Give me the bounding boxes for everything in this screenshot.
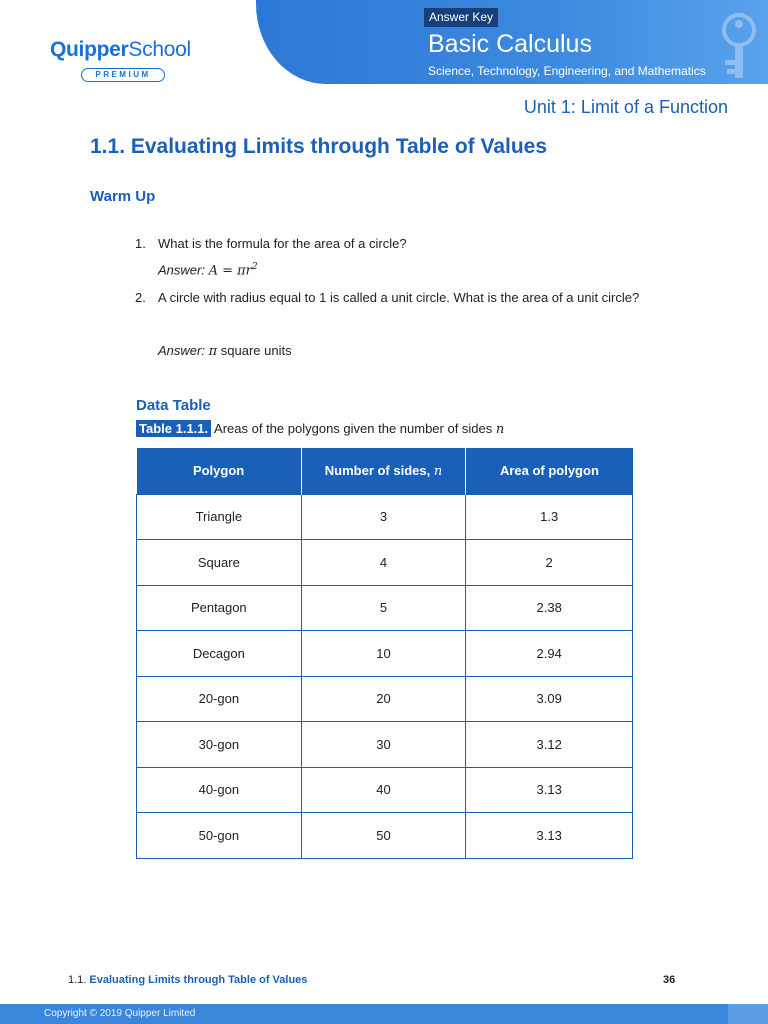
cell-sides: 40 <box>301 767 466 813</box>
answer-1 <box>158 262 258 278</box>
course-title: Basic Calculus <box>428 30 592 58</box>
cell-polygon: Square <box>137 540 302 586</box>
logo-wordmark <box>50 38 200 62</box>
caption-variable: n <box>495 422 505 437</box>
cell-area: 2.38 <box>466 585 633 631</box>
quipper-school-logo <box>50 38 200 82</box>
footer-accent <box>728 1004 768 1024</box>
logo-brand: Quipper <box>50 38 129 61</box>
polygon-area-table <box>136 448 633 859</box>
footer-section-number: 1.1. <box>68 974 87 986</box>
footer-section-title <box>68 974 307 986</box>
table-row <box>137 631 633 677</box>
cell-polygon: 20-gon <box>137 676 302 722</box>
answer-key-tag: Answer Key <box>424 8 498 27</box>
answer-suffix: square units <box>220 343 292 358</box>
footer-bar <box>0 1004 768 1024</box>
cell-polygon: 30-gon <box>137 722 302 768</box>
cell-area: 3.12 <box>466 722 633 768</box>
table-row <box>137 767 633 813</box>
copyright-text: Copyright © 2019 Quipper Limited <box>44 1008 196 1019</box>
answer-formula: A = πr <box>208 263 252 279</box>
cell-sides: 20 <box>301 676 466 722</box>
header-sides-label: Number of sides, <box>324 462 431 478</box>
warm-up-heading: Warm Up <box>90 188 156 205</box>
header-area: Area of polygon <box>466 448 633 494</box>
table-row <box>137 585 633 631</box>
question-text: A circle with radius equal to 1 is called a unit circle. What is the area of a unit circle? <box>158 290 640 305</box>
logo-brand-suffix: School <box>128 38 191 61</box>
cell-polygon: 40-gon <box>137 767 302 813</box>
table-caption <box>136 421 504 437</box>
course-subtitle: Science, Technology, Engineering, and Mathematics <box>428 64 706 78</box>
cell-polygon: 50-gon <box>137 813 302 859</box>
cell-area: 2 <box>466 540 633 586</box>
cell-area: 1.3 <box>466 494 633 540</box>
header-number-of-sides <box>301 448 466 494</box>
table-row <box>137 813 633 859</box>
unit-title: Unit 1: Limit of a Function <box>523 97 728 117</box>
data-table-heading: Data Table <box>136 397 211 414</box>
footer-section-name: Evaluating Limits through Table of Values <box>89 974 308 986</box>
caption-text: Areas of the polygons given the number of sides <box>214 421 493 436</box>
cell-sides: 30 <box>301 722 466 768</box>
key-icon <box>712 10 762 80</box>
answer-formula: π <box>208 344 218 359</box>
page-number: 36 <box>663 974 676 986</box>
premium-badge: PREMIUM <box>81 68 165 82</box>
course-banner <box>256 0 768 84</box>
page-header <box>0 0 768 92</box>
cell-sides: 10 <box>301 631 466 677</box>
answer-exponent: 2 <box>251 262 258 272</box>
cell-area: 3.13 <box>466 767 633 813</box>
table-row <box>137 676 633 722</box>
cell-sides: 50 <box>301 813 466 859</box>
header-sides-variable: n <box>433 463 443 479</box>
cell-area: 3.09 <box>466 676 633 722</box>
question-2 <box>135 285 668 311</box>
cell-polygon: Pentagon <box>137 585 302 631</box>
cell-sides: 5 <box>301 585 466 631</box>
question-number: 1. <box>135 236 146 251</box>
cell-sides: 4 <box>301 540 466 586</box>
answer-label: Answer: <box>158 343 205 358</box>
section-title: 1.1. Evaluating Limits through Table of Values <box>90 135 548 158</box>
cell-area: 3.13 <box>466 813 633 859</box>
table-row <box>137 494 633 540</box>
question-1 <box>135 231 668 257</box>
cell-polygon: Triangle <box>137 494 302 540</box>
question-number: 2. <box>135 290 146 305</box>
question-text: What is the formula for the area of a circle? <box>158 236 407 251</box>
table-header-row <box>137 448 633 494</box>
answer-2 <box>158 343 292 359</box>
table-row <box>137 722 633 768</box>
cell-polygon: Decagon <box>137 631 302 677</box>
table-row <box>137 540 633 586</box>
cell-area: 2.94 <box>466 631 633 677</box>
caption-tag: Table 1.1.1. <box>136 420 211 437</box>
header-polygon: Polygon <box>137 448 302 494</box>
cell-sides: 3 <box>301 494 466 540</box>
answer-label: Answer: <box>158 262 205 278</box>
